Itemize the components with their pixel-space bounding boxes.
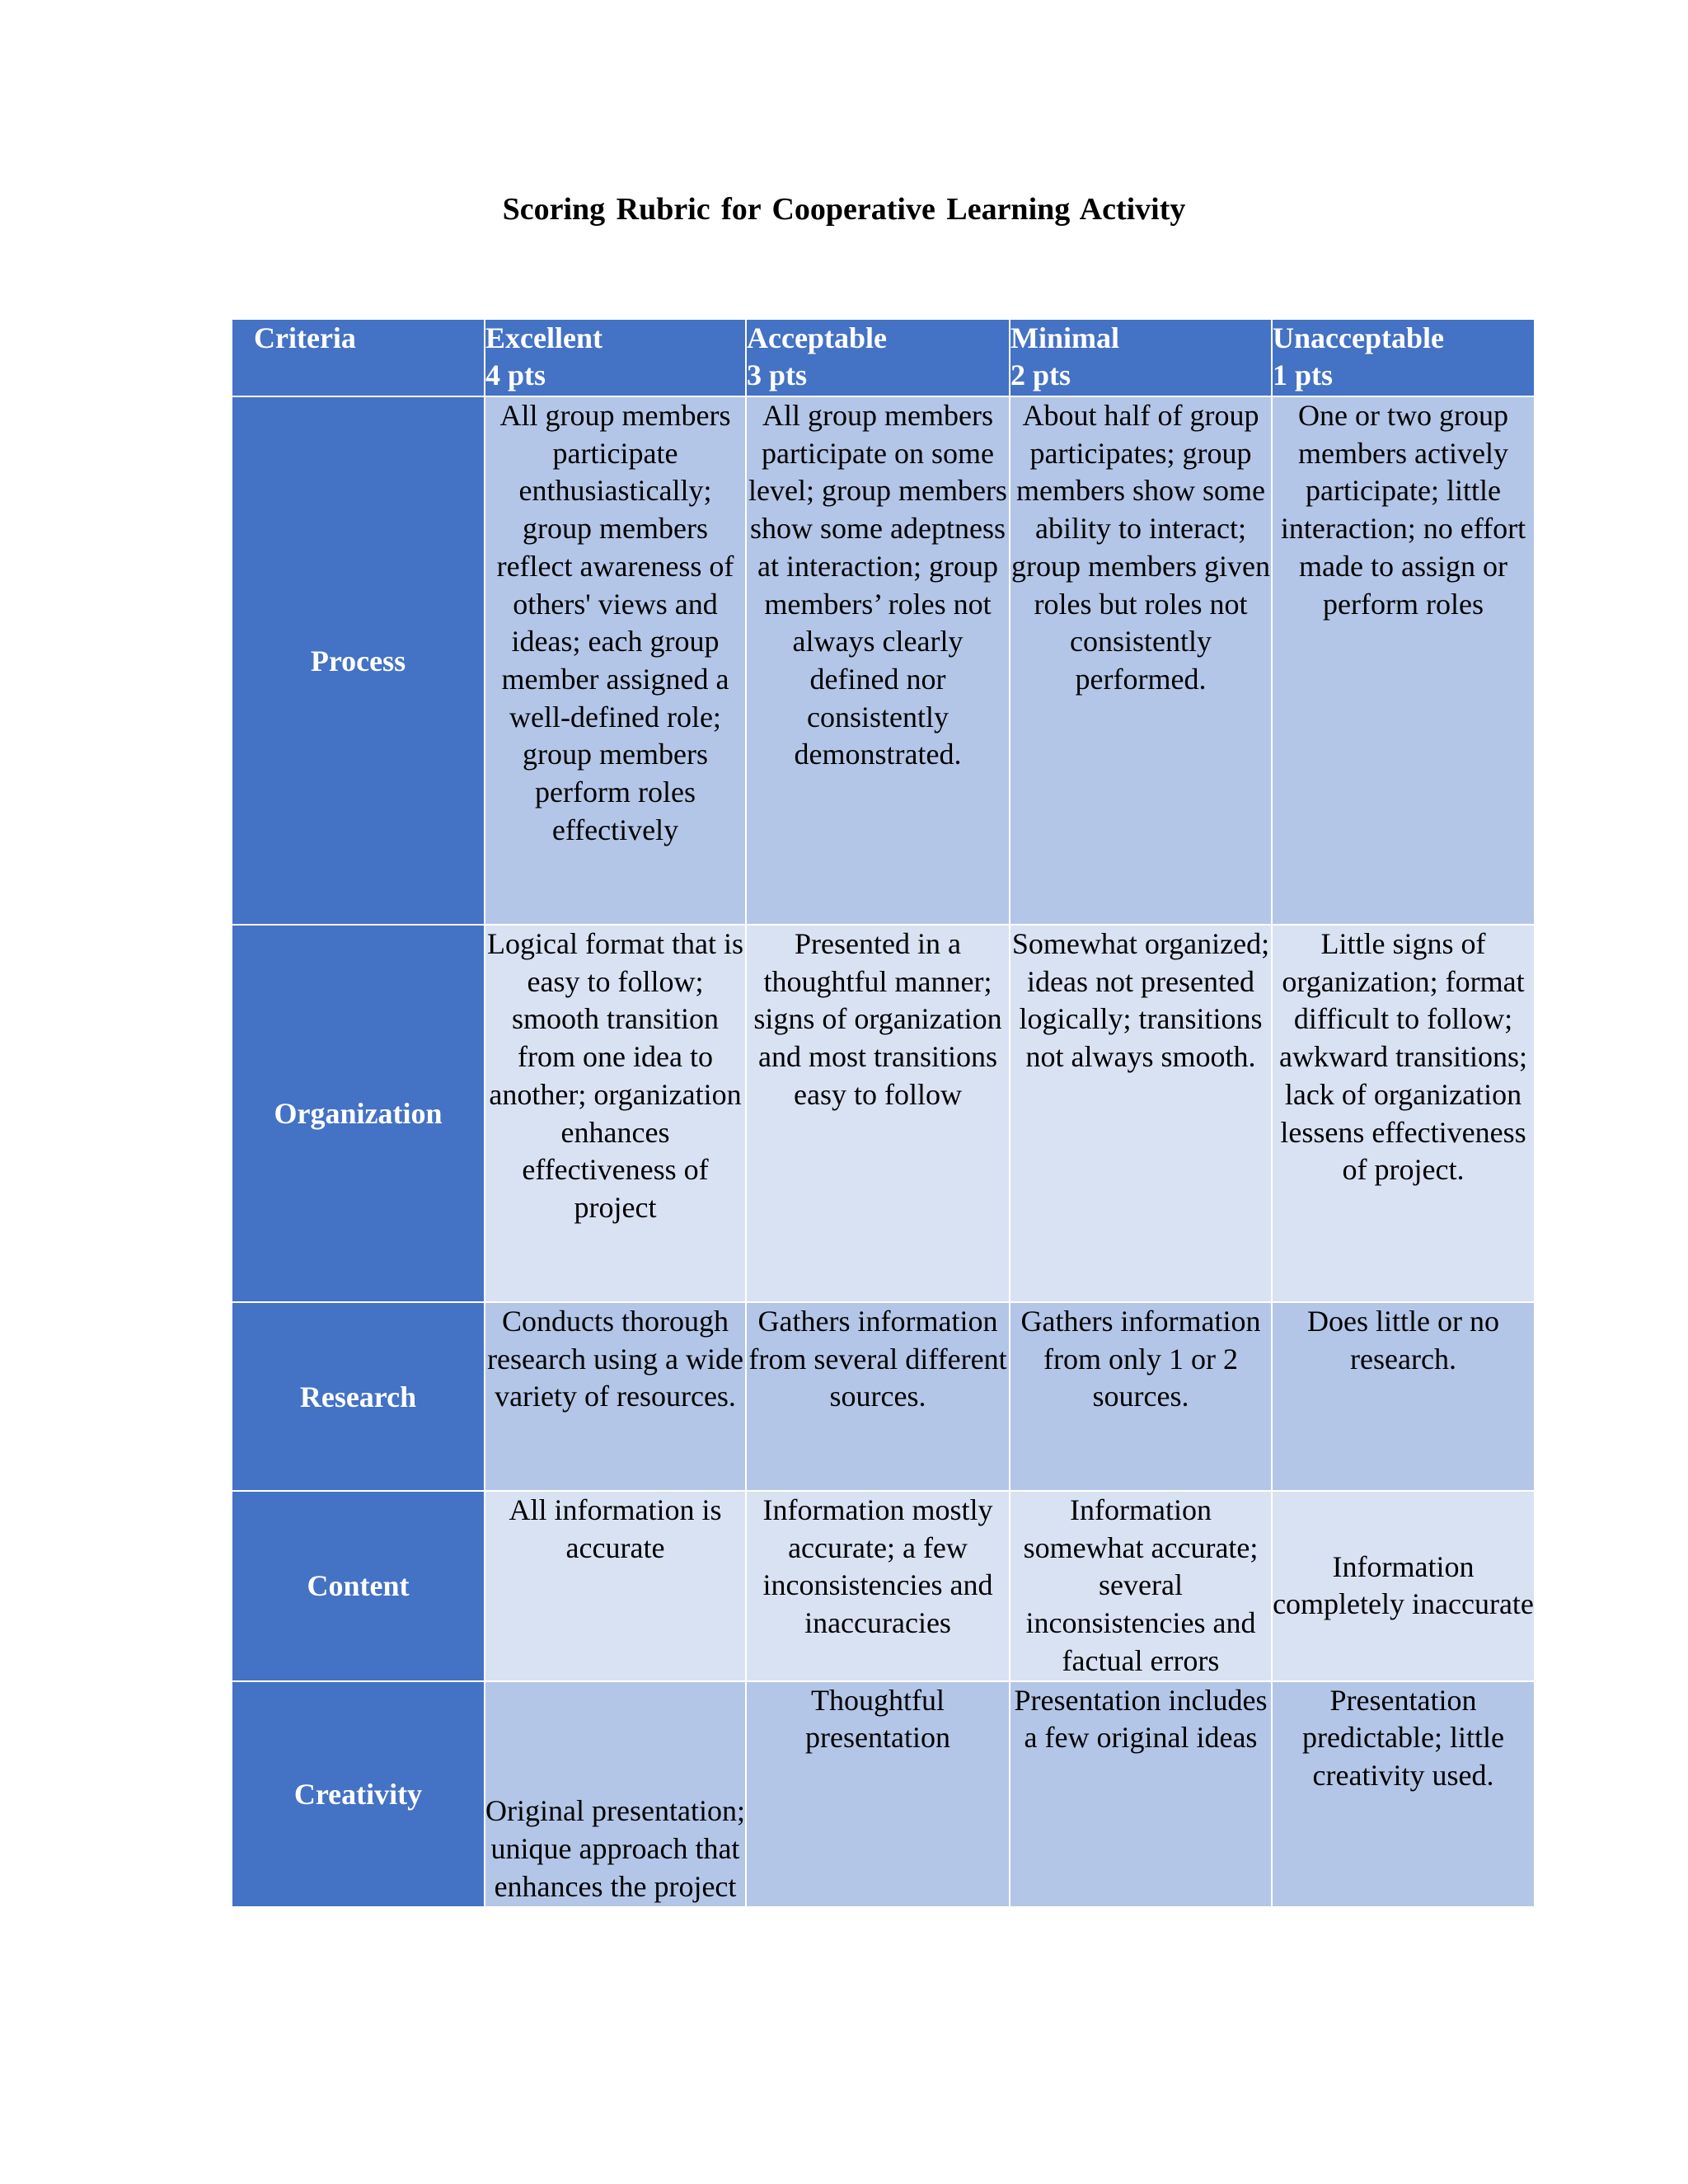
cell-organization-unacceptable: Little signs of organization; format difficult to follow; awkward transitions; lack of organization lessens effectiveness of project. — [1272, 925, 1535, 1302]
cell-research-unacceptable: Does little or no research. — [1272, 1302, 1535, 1491]
cell-content-excellent: All information is accurate — [485, 1491, 746, 1681]
cell-research-minimal: Gathers information from only 1 or 2 sources. — [1010, 1302, 1272, 1491]
cell-research-excellent: Conducts thorough research using a wide variety of resources. — [485, 1302, 746, 1491]
header-row — [232, 319, 1535, 396]
cell-creativity-unacceptable: Presentation predictable; little creativity used. — [1272, 1681, 1535, 1907]
row-content — [232, 1491, 1535, 1681]
header-minimal: Minimal 2 pts — [1010, 319, 1272, 396]
row-research — [232, 1302, 1535, 1491]
cell-creativity-minimal: Presentation includes a few original ideas — [1010, 1681, 1272, 1907]
header-excellent: Excellent 4 pts — [485, 319, 746, 396]
cell-organization-excellent: Logical format that is easy to follow; smooth transition from one idea to another; organization enhances effectiveness of project — [485, 925, 746, 1302]
criterion-content: Content — [232, 1491, 485, 1681]
cell-creativity-excellent: Original presentation; unique approach that enhances the project — [485, 1681, 746, 1907]
cell-organization-acceptable: Presented in a thoughtful manner; signs of organization and most transitions easy to follow — [746, 925, 1010, 1302]
header-unacceptable: Unacceptable 1 pts — [1272, 319, 1535, 396]
cell-content-unacceptable: Information completely inaccurate — [1272, 1491, 1535, 1681]
criterion-creativity: Creativity — [232, 1681, 485, 1907]
cell-content-acceptable: Information mostly accurate; a few inconsistencies and inaccuracies — [746, 1491, 1010, 1681]
cell-process-acceptable: All group members participate on some level; group members show some adeptness at interaction; group members’ roles not always clearly defined nor consistently demonstrated. — [746, 396, 1010, 925]
cell-organization-minimal: Somewhat organized; ideas not presented logically; transitions not always smooth. — [1010, 925, 1272, 1302]
cell-research-acceptable: Gathers information from several different sources. — [746, 1302, 1010, 1491]
row-creativity — [232, 1681, 1535, 1907]
cell-creativity-acceptable: Thoughtful presentation — [746, 1681, 1010, 1907]
cell-process-excellent: All group members participate enthusiastically; group members reflect awareness of others' views and ideas; each group member assigned a well-defined role; group members perform roles effectively — [485, 396, 746, 925]
cell-process-minimal: About half of group participates; group members show some ability to interact; group members given roles but roles not consistently performed. — [1010, 396, 1272, 925]
cell-content-minimal: Information somewhat accurate; several inconsistencies and factual errors — [1010, 1491, 1272, 1681]
row-process — [232, 396, 1535, 925]
document-title: Scoring Rubric for Cooperative Learning Activity — [502, 192, 1186, 227]
header-criteria: Criteria — [232, 319, 485, 396]
row-organization — [232, 925, 1535, 1302]
cell-process-unacceptable: One or two group members actively participate; little interaction; no effort made to assign or perform roles — [1272, 396, 1535, 925]
criterion-process: Process — [232, 396, 485, 925]
rubric-table — [231, 318, 1536, 1908]
criterion-organization: Organization — [232, 925, 485, 1302]
criterion-research: Research — [232, 1302, 485, 1491]
header-acceptable: Acceptable 3 pts — [746, 319, 1010, 396]
